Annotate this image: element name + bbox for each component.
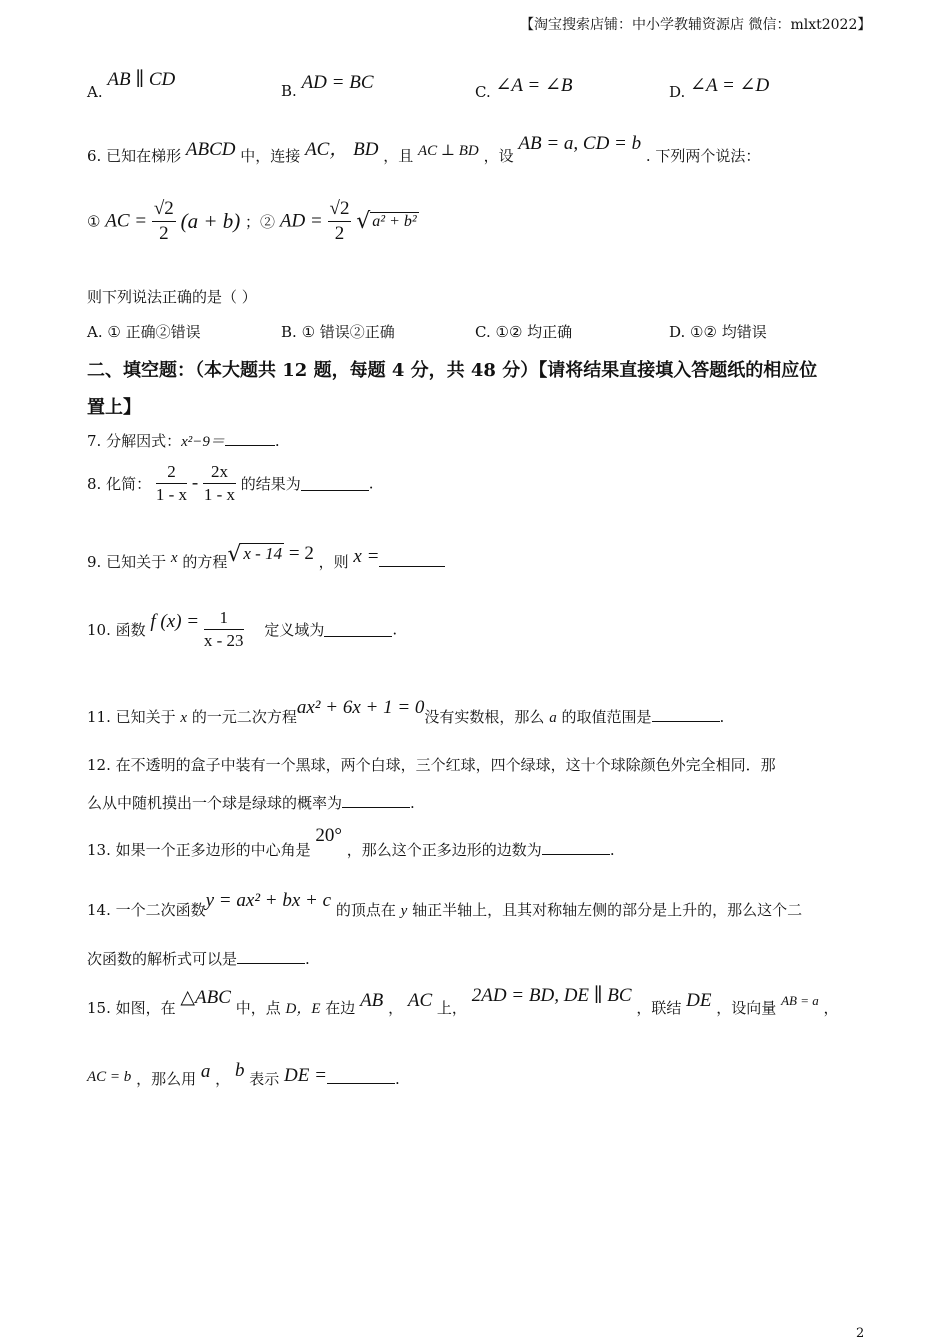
- q15-comma: ，: [823, 999, 839, 1017]
- q13-angle: 20°: [315, 825, 343, 846]
- section2-heading-line1: 二、填空题：（本大题共 12 题，每题 4 分，共 48 分）【请将结果直接填入答题纸的相应位: [87, 360, 818, 381]
- stmt-separator: ；②: [245, 213, 276, 231]
- q15-ab: AB: [360, 990, 384, 1011]
- q15-a: a: [200, 1061, 211, 1082]
- question-8: [87, 462, 374, 505]
- answer-blank[interactable]: [237, 949, 305, 964]
- q9-ask: x =: [353, 546, 380, 567]
- q15-end: .: [394, 1070, 400, 1088]
- q11-eq: ax² + 6x + 1 = 0: [296, 697, 425, 718]
- q15-link: ，联结: [636, 999, 682, 1017]
- option-letter: C.: [475, 83, 491, 101]
- question-12-line1: 12. 在不透明的盒子中装有一个黑球，两个白球，三个红球，四个绿球，这十个球除颜色外完全相同．那: [87, 756, 776, 774]
- question-10: [87, 608, 397, 651]
- q15-de2: DE: [686, 990, 712, 1011]
- q15-comma: ，: [388, 999, 404, 1017]
- answer-blank[interactable]: [652, 707, 720, 722]
- q5-option-c: [475, 75, 573, 103]
- q6-statements: [87, 198, 419, 245]
- q8-text: 8. 化简：: [87, 475, 152, 493]
- q15-comma: ，: [215, 1070, 231, 1088]
- q6-suffix: . 下列两个说法：: [645, 147, 761, 165]
- frac-num: √2: [328, 198, 352, 222]
- answer-blank[interactable]: [225, 431, 275, 446]
- q14-expr: y = ax² + bx + c: [205, 890, 332, 911]
- q6-ask: 则下列说法正确的是（ ）: [87, 288, 257, 306]
- section2-heading-line2: 置上】: [87, 397, 141, 418]
- option-text: ①② 均正确: [495, 323, 573, 341]
- q6-option-a: [87, 321, 201, 342]
- q11-mid: 的一元二次方程: [191, 708, 297, 726]
- option-expr: ∠A = ∠D: [690, 75, 770, 96]
- option-expr: ∠A = ∠B: [495, 75, 573, 96]
- page-number: 2: [856, 1326, 865, 1341]
- frac-num: 2x: [203, 462, 236, 484]
- q10-tail: 定义域为: [264, 621, 325, 639]
- q7-text: 7. 分解因式：: [87, 432, 182, 450]
- q15-mid1: 中，点: [235, 999, 281, 1017]
- q11-tail: 没有实数根，那么: [424, 708, 545, 726]
- q10-fraction: [204, 608, 244, 651]
- q15-on: 上，: [436, 999, 467, 1017]
- q7-expr: x²−9＝: [181, 434, 225, 450]
- q6-option-c: [475, 321, 572, 342]
- q15-vector: ，设向量: [716, 999, 777, 1017]
- option-letter: A.: [87, 323, 103, 341]
- q10-text: 10. 函数: [87, 621, 146, 639]
- q14-y: y: [400, 903, 408, 919]
- option-text: ① 错误②正确: [301, 323, 395, 341]
- q6-mid3: ，设: [483, 147, 514, 165]
- stmt2-fraction: [328, 198, 352, 245]
- answer-blank[interactable]: [301, 476, 369, 491]
- option-letter: D.: [669, 323, 686, 341]
- q6-abcd: ABCD: [185, 139, 236, 160]
- q11-tail2: 的取值范围是: [561, 708, 652, 726]
- q6-given: AB = a, CD = b: [518, 133, 642, 154]
- sqrt-sign-icon: √: [227, 542, 242, 567]
- q9-radicand: x - 14: [243, 544, 283, 563]
- q5-option-b: [281, 72, 374, 102]
- answer-blank[interactable]: [327, 1069, 395, 1084]
- frac-den: 2: [334, 223, 345, 244]
- answer-blank[interactable]: [379, 552, 445, 567]
- stmt1-rhs: (a + b): [180, 209, 241, 233]
- q14-text: 14. 一个二次函数: [87, 901, 206, 919]
- q15-text: 15. 如图，在: [87, 999, 176, 1017]
- q15-vector-ac: AC = b: [87, 1069, 132, 1085]
- question-12-line2: [87, 792, 415, 813]
- q6-mid1: 中，连接: [240, 147, 301, 165]
- q12-end: .: [410, 794, 415, 812]
- question-11: [87, 697, 725, 728]
- question-9: [87, 542, 445, 573]
- q6-acbd: AC， BD: [305, 139, 379, 160]
- frac-den: 1 - x: [155, 485, 188, 504]
- question-15-line2: [87, 1060, 400, 1090]
- q15-then: ，那么用: [136, 1070, 197, 1088]
- question-6: [87, 133, 761, 167]
- q8-fraction-1: [156, 462, 187, 505]
- q13-end: .: [609, 841, 615, 859]
- q14-tail2: 轴正半轴上，且其对称轴左侧的部分是上升的，那么这个二: [412, 901, 803, 919]
- frac-num: 1: [204, 608, 244, 630]
- q15-condition: 2AD = BD, DE ∥ BC: [471, 985, 632, 1006]
- option-letter: B.: [281, 82, 297, 100]
- q14-tail: 的顶点在: [335, 901, 396, 919]
- q6-prefix: 6. 已知在梯形: [87, 147, 182, 165]
- option-expr: AD = BC: [301, 72, 374, 93]
- q8-end: .: [368, 474, 374, 493]
- stmt1-fraction: [152, 198, 176, 245]
- page-header: 【淘宝搜索店铺：中小学教辅资源店 微信：mlxt2022】: [520, 17, 872, 33]
- q8-tail: 的结果为: [240, 475, 301, 493]
- q11-text: 11. 已知关于: [87, 708, 176, 726]
- q12-line2: 么从中随机摸出一个球是绿球的概率为: [87, 794, 343, 812]
- option-letter: B.: [281, 323, 297, 341]
- q5-option-a: [87, 69, 176, 103]
- q15-de: D，E: [285, 1001, 321, 1017]
- q11-a: a: [549, 710, 557, 726]
- stmt1-mark: ①: [87, 212, 101, 231]
- q5-option-d: [669, 75, 770, 103]
- q15-vector-ab: AB = a: [781, 993, 819, 1008]
- q8-fraction-2: [203, 462, 236, 505]
- q6-perp: AC ⊥ BD: [418, 143, 479, 159]
- frac-num: √2: [152, 198, 176, 222]
- frac-den: 2: [159, 223, 169, 244]
- q9-text: 9. 已知关于: [87, 553, 167, 571]
- stmt1-lhs: AC =: [105, 210, 148, 232]
- sqrt-sign-icon: √: [356, 209, 371, 234]
- q11-end: .: [719, 708, 725, 726]
- q13-tail: ，那么这个正多边形的边数为: [346, 841, 542, 859]
- q10-end: .: [392, 620, 398, 639]
- q9-x: x: [170, 550, 178, 566]
- question-15-line1: [87, 985, 839, 1019]
- answer-blank[interactable]: [542, 840, 610, 855]
- q7-tail: .: [274, 432, 280, 450]
- q15-triangle: △ABC: [180, 987, 231, 1008]
- option-text: ①② 均错误: [690, 323, 767, 341]
- q13-text: 13. 如果一个正多边形的中心角是: [87, 841, 311, 859]
- q9-eq: = 2: [288, 543, 314, 564]
- answer-blank[interactable]: [342, 793, 410, 808]
- stmt2-lhs: AD =: [279, 210, 323, 232]
- q9-then: ，则: [318, 553, 349, 571]
- q15-show: 表示: [249, 1070, 280, 1088]
- option-letter: D.: [669, 83, 686, 101]
- q10-fx: f (x) =: [150, 610, 200, 632]
- q14-end: .: [305, 950, 310, 968]
- option-letter: C.: [475, 323, 491, 341]
- q6-option-d: [669, 321, 767, 342]
- q15-de3: DE =: [284, 1065, 327, 1086]
- q6-mid2: ，且: [383, 147, 414, 165]
- frac-den: 1 - x: [203, 485, 236, 504]
- q9-mid: 的方程: [182, 553, 228, 571]
- frac-den: x - 23: [203, 631, 244, 650]
- stmt2-radicand: a² + b²: [372, 212, 417, 230]
- q6-option-b: [281, 321, 395, 342]
- question-14-line2: [87, 948, 310, 969]
- q11-x: x: [180, 710, 188, 726]
- option-letter: A.: [87, 83, 103, 101]
- answer-blank[interactable]: [324, 622, 392, 637]
- option-text: ① 正确②错误: [107, 323, 201, 341]
- q15-mid2: 在边: [325, 999, 356, 1017]
- question-14-line1: [87, 890, 803, 921]
- question-7: [87, 430, 280, 451]
- q8-minus: -: [191, 472, 199, 494]
- q14-line2: 次函数的解析式可以是: [87, 950, 238, 968]
- q15-ac: AC: [407, 990, 433, 1011]
- q15-b: b: [234, 1060, 245, 1081]
- option-expr: AB ∥ CD: [107, 69, 176, 90]
- frac-num: 2: [156, 462, 187, 484]
- question-13: [87, 825, 615, 861]
